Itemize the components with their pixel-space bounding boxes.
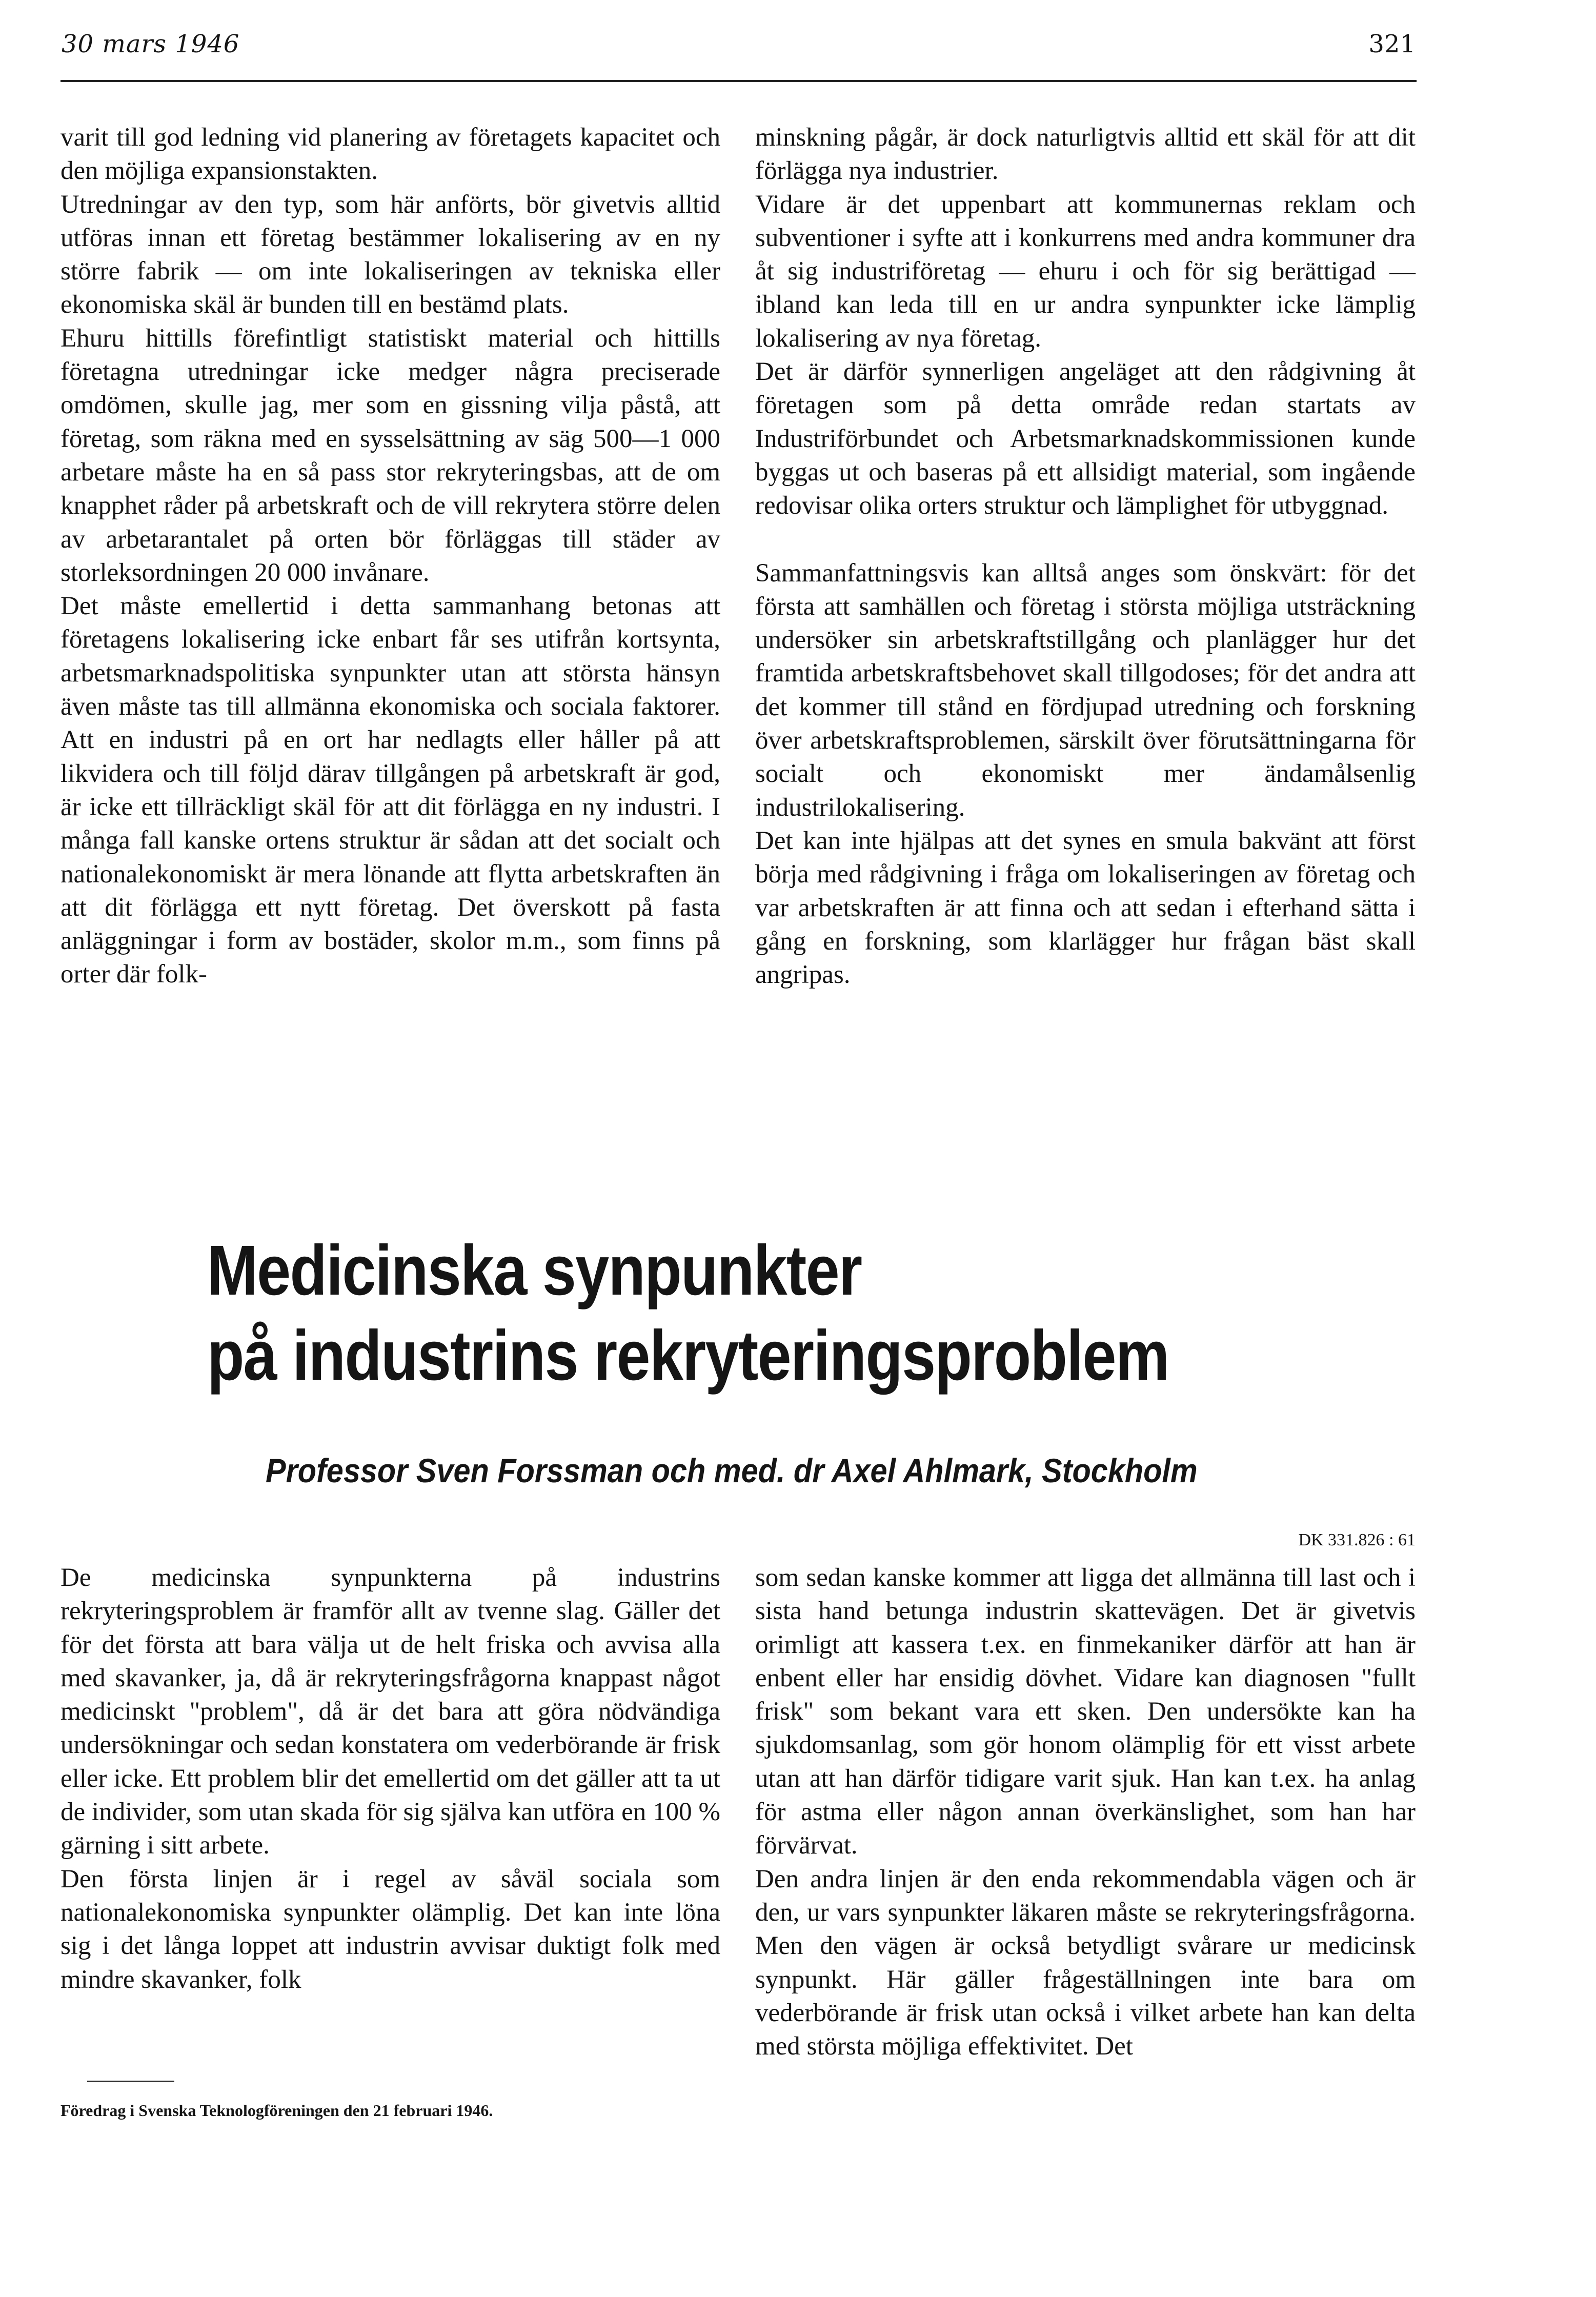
paragraph: minskning pågår, är dock naturligtvis alltid ett skäl för att dit förlägga nya industrier. [755,123,1416,186]
paragraph: Det är därför synnerligen angeläget att den rådgivning åt företagen som på detta område redan startats av Industriförbundet och Arbetsmarknadskommissionen kunde byggas ut och baseras på ett allsidigt material, som ingående redovisar olika orters struktur och lämplighet för utbyggnad. [755,357,1416,520]
article-column-1 [60,1561,720,1997]
article-column-2 [755,1561,1416,2063]
paragraph: Ehuru hittills förefintligt statistiskt material och hittills företagna utredningar icke medger några preciserade omdömen, skulle jag, mer som en gissning vilja påstå, att företag, som räkna med en sysselsättning av säg 500—1 000 arbetare måste ha en så pass stor rekryteringsbas, att de om knapphet råder på arbetskraft och de vill rekrytera större delen av arbetarantalet på orten bör förläggas till städer av storleksordningen 20 000 invånare. [60,324,720,587]
upper-article-column-2 [755,121,1416,992]
paragraph: Sammanfattningsvis kan alltså anges som önskvärt: för det första att samhällen och företag i största möjliga utsträckning undersöker sin arbetskraftstillgång och planlägger hur det framtida arbetskraftsbehovet skall tillgodoses; för det andra att det kommer till stånd en fördjupad utredning och forskning över arbetskraftsproblemen, särskilt över förutsättningarna för socialt och ekonomiskt mer ändamålsenlig industrilokalisering. [755,558,1416,822]
paragraph: De medicinska synpunkterna på industrins rekryteringsproblem är framför allt av tvenne slag. Gäller det för det första att bara välja ut de helt friska och avvisa alla med skavanker, ja, då är rekryteringsfrågorna knappast något medicinskt "problem", då är det bara att göra nödvändiga undersökningar och sedan konstatera om vederbörande är frisk eller icke. Ett problem blir det emellertid om det gäller att ta ut de individer, som utan skada för sig själva kan utföra en 100 % gärning i sitt arbete. [60,1563,720,1860]
paragraph: Det måste emellertid i detta sammanhang betonas att företagens lokalisering icke enbart får ses utifrån kortsynta, arbetsmarknadspolitiska synpunkter utan att största hänsyn även måste tas till allmänna ekonomiska och sociala faktorer. Att en industri på en ort har nedlagts eller håller på att likvidera och till följd därav tillgången på arbetskraft är god, är icke ett tillräckligt skäl för att dit förlägga en ny industri. I många fall kanske ortens struktur är sådan att det socialt och nationalekonomiskt är mera lönande att flytta arbetskraften än att dit förlägga ett nytt företag. Det överskott på fasta anläggningar i form av bostäder, skolor m.m., som finns på orter där folk- [60,592,720,989]
paragraph: Vidare är det uppenbart att kommunernas reklam och subventioner i syfte att i konkurrens med andra kommuner dra åt sig industriföretag — ehuru i och för sig berättigad — ibland kan leda till en ur andra synpunkter icke lämplig lokalisering av nya företag. [755,190,1416,353]
dk-classification: DK 331.826 : 61 [1298,1530,1416,1549]
page-number: 321 [1368,30,1416,58]
paragraph: som sedan kanske kommer att ligga det allmänna till last och i sista hand betunga industrin skattevägen. Det är givetvis orimligt att kassera t.ex. en finmekaniker därför att han är enbent eller har ensidig dövhet. Vidare kan diagnosen "fullt frisk" som bekant vara ett sken. Den undersökte kan ha sjukdomsanlag, som gör honom olämplig för ett visst arbete utan att han därför tidigare varit sjuk. Han kan t.ex. ha anlag för astma eller någon annan överkänslighet, som han har förvärvat. [755,1563,1416,1860]
paragraph-gap [755,523,1416,557]
paragraph: Utredningar av den typ, som här anförts, bör givetvis alltid utföras innan ett företag bestämmer lokalisering av en ny större fabrik — om inte lokaliseringen av tekniska eller ekonomiska skäl är bunden till en bestämd plats. [60,190,720,319]
header-date: 30 mars 1946 [62,30,240,58]
header-rule [60,80,1417,82]
footnote: Föredrag i Svenska Teknologföreningen den 21 februari 1946. [60,2101,493,2120]
paragraph: Det kan inte hjälpas att det synes en smula bakvänt att först börja med rådgivning i fråga om lokaliseringen av företag och var arbetskraften är att finna och att sedan i efterhand sätta i gång en forskning, som klarlägger hur frågan bäst skall angripas. [755,826,1416,990]
article-title-line-2: på industrins rekryteringsproblem [207,1316,1169,1395]
paragraph: Den första linjen är i regel av såväl sociala som nationalekonomiska synpunkter olämplig. Det kan inte löna sig i det långa loppet att industrin avvisar duktigt folk med mindre skavanker, folk [60,1864,720,1994]
upper-article-column-1 [60,121,720,992]
article-title [207,1228,1265,1398]
paragraph: Den andra linjen är den enda rekommendabla vägen och är den, ur vars synpunkter läkaren måste se rekryteringsfrågorna. Men den vägen är också betydligt svårare ur medicinsk synpunkt. Här gäller frågeställningen inte bara om vederbörande är frisk utan också i vilket arbete han kan delta med största möjliga effektivitet. Det [755,1864,1416,2061]
paragraph: varit till god ledning vid planering av företagets kapacitet och den möjliga expansionstakten. [60,123,720,186]
footnote-rule [87,2081,174,2082]
article-title-line-1: Medicinska synpunkter [207,1231,862,1310]
article-byline: Professor Sven Forssman och med. dr Axel Ahlmark, Stockholm [266,1452,1198,1489]
